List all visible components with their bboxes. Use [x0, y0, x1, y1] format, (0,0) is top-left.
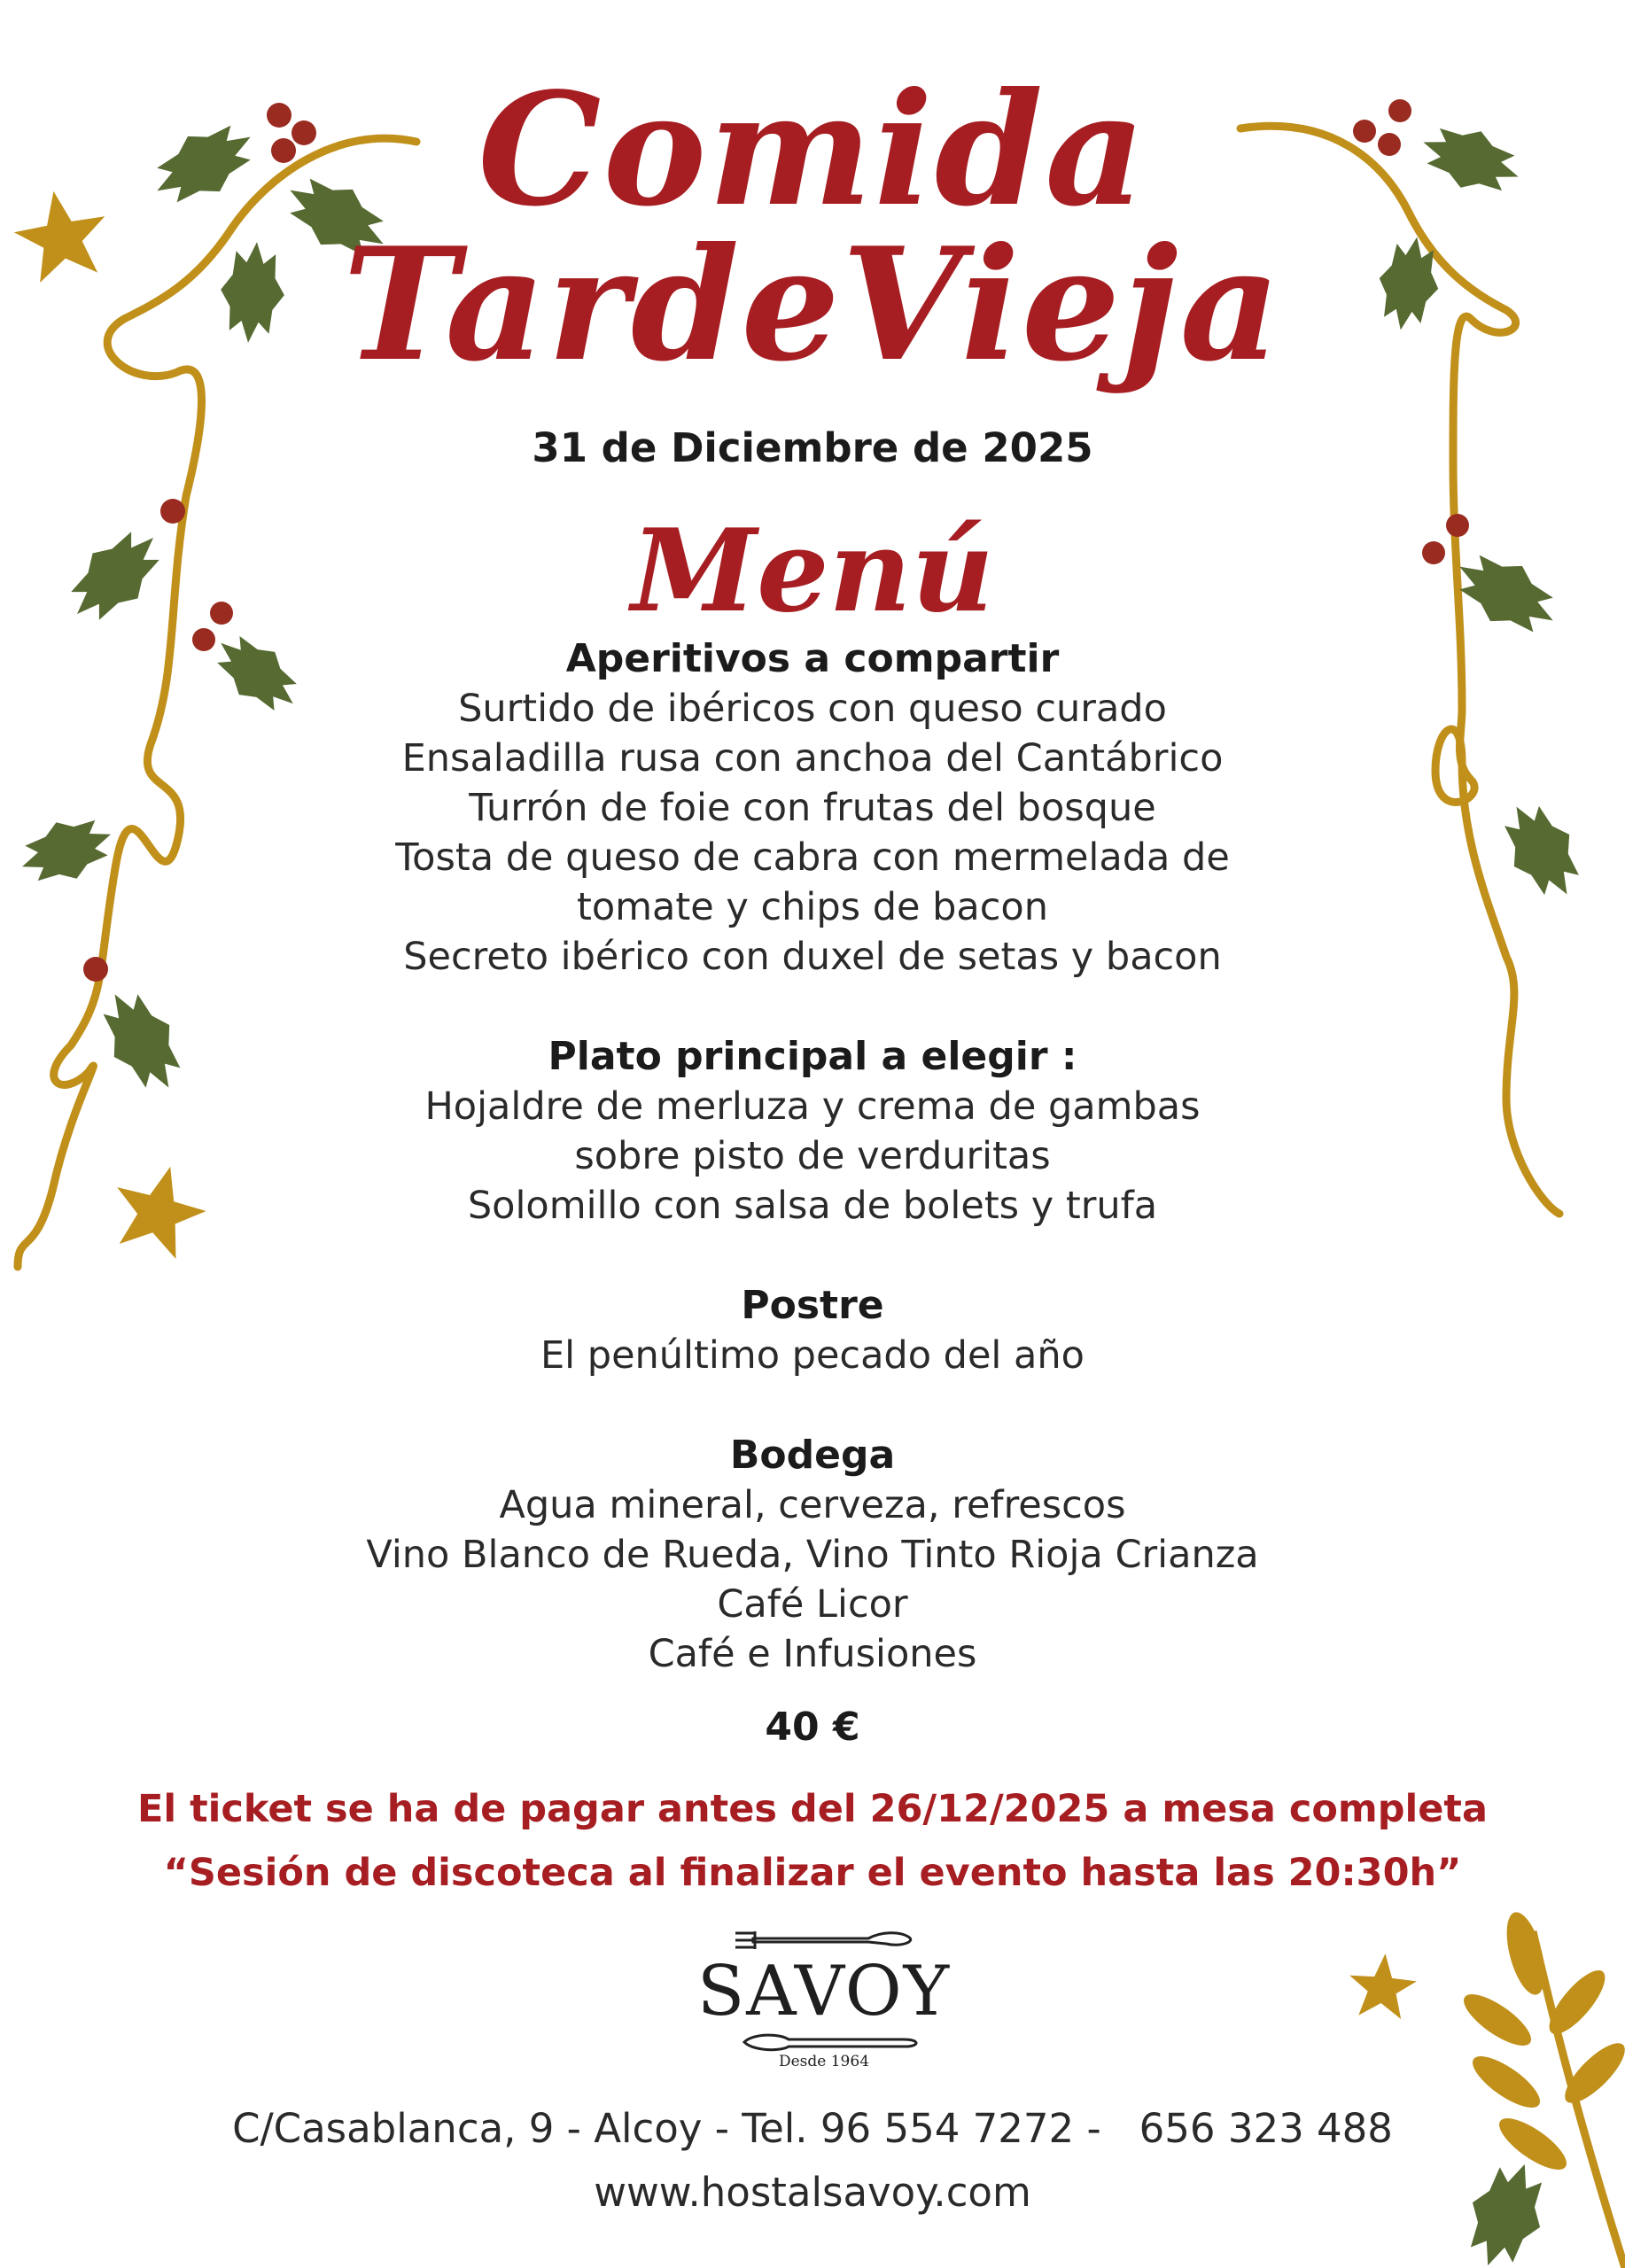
section-title: Plato principal a elegir : — [548, 1034, 1077, 1079]
savoy-logo — [691, 1922, 957, 2082]
menu-item: Ensaladilla rusa con anchoa del Cantábrico — [401, 736, 1224, 781]
website-link[interactable]: www.hostalsavoy.com — [594, 2169, 1031, 2216]
holly-leaf-icon — [1372, 232, 1447, 336]
holly-leaf-icon — [1489, 791, 1594, 911]
brand-since: Desde 1964 — [778, 2053, 870, 2070]
disco-notice: “Sesión de discoteca al finalizar el evento hasta las 20:30h” — [163, 1851, 1462, 1895]
section-bodega — [266, 1431, 1359, 1679]
holly-leaf-icon — [55, 516, 176, 637]
holly-leaf-icon — [12, 806, 121, 895]
menu-item: Surtido de ibéricos con queso curado — [458, 687, 1167, 731]
brand-name: SAVOY — [696, 1952, 952, 2031]
menu-item: Solomillo con salsa de bolets y trufa — [467, 1184, 1158, 1228]
section-postre — [266, 1281, 1359, 1380]
holly-leaf-icon — [1454, 2152, 1559, 2268]
address: C/Casablanca, 9 - Alcoy - Tel. 96 554 7272 - 656 323 488 — [232, 2105, 1393, 2152]
menu-item: Secreto ibérico con duxel de setas y bacon — [403, 935, 1222, 979]
section-title: Postre — [741, 1283, 884, 1328]
menu-item: sobre pisto de verduritas — [574, 1134, 1051, 1178]
menu-heading: Menú — [631, 505, 994, 638]
menu-item: Café e Infusiones — [648, 1632, 977, 1676]
ticket-notice: El ticket se ha de pagar antes del 26/12/2025 a mesa completa — [137, 1787, 1488, 1831]
title-line-2: TardeVieja — [342, 214, 1282, 396]
section-title: Aperitivos a compartir — [565, 636, 1060, 681]
section-principal — [266, 1032, 1359, 1231]
star-icon — [103, 1154, 214, 1263]
star-icon — [1346, 1951, 1419, 2020]
section-title: Bodega — [729, 1433, 896, 1478]
menu-item: Turrón de foie con frutas del bosque — [469, 786, 1156, 830]
price: 40 € — [765, 1705, 860, 1750]
menu-item: Vino Blanco de Rueda, Vino Tinto Rioja Crianza — [366, 1533, 1259, 1577]
title-line-1: Comida — [478, 59, 1147, 241]
menu-item: Agua mineral, cerveza, refrescos — [499, 1483, 1126, 1527]
event-date: 31 de Diciembre de 2025 — [532, 424, 1093, 471]
menu-item: Café Licor — [717, 1582, 908, 1627]
holly-leaf-icon — [87, 978, 196, 1103]
menu-item: tomate y chips de bacon — [577, 885, 1048, 929]
menu-item: El penúltimo pecado del año — [540, 1333, 1085, 1378]
menu-item: Hojaldre de merluza y crema de gambas — [424, 1084, 1201, 1129]
section-aperitivos — [266, 634, 1359, 982]
star-icon — [8, 183, 114, 286]
menu-item: Tosta de queso de cabra con mermelada de — [395, 835, 1230, 880]
holly-leaf-icon — [1413, 114, 1528, 205]
